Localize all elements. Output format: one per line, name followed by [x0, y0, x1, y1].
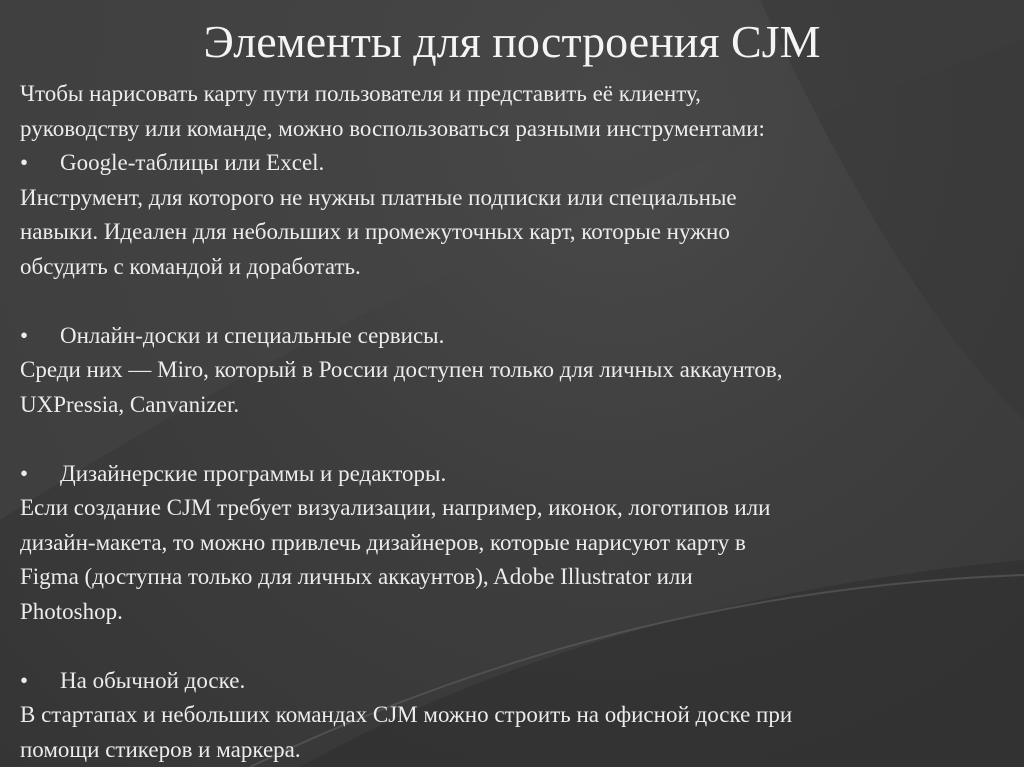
bullet-heading: Дизайнерские программы и редакторы. — [60, 460, 447, 486]
section-text-line: Photoshop. — [20, 598, 123, 624]
intro-line: руководству или команде, можно воспользоваться разными инструментами: — [20, 115, 765, 141]
paragraph-spacer — [20, 422, 1010, 457]
section-text-line: дизайн-макета, то можно привлечь дизайнеров, которые нарисуют карту в — [20, 529, 746, 555]
bullet-heading: На обычной доске. — [60, 667, 246, 693]
slide-body — [20, 77, 1010, 767]
bullet-icon: • — [20, 667, 29, 693]
section-text-line: Среди них — Miro, который в России доступен только для личных аккаунтов, — [20, 357, 783, 382]
bullet-heading: Онлайн-доски и специальные сервисы. — [60, 322, 445, 348]
section-text-line: Инструмент, для которого не нужны платные подписки или специальные — [20, 184, 737, 210]
section-text-line: обсудить с командой и доработать. — [20, 253, 361, 279]
slide-title: Элементы для построения CJM — [203, 16, 821, 67]
paragraph-spacer — [20, 629, 1010, 664]
bullet-icon: • — [20, 460, 29, 486]
section-text-line: Figma (доступна только для личных аккаунтов), Adobe Illustrator или — [20, 564, 693, 589]
paragraph-spacer — [20, 284, 1010, 319]
bullet-icon: • — [20, 150, 29, 175]
section-text-line: UXPressia, Canvanizer. — [20, 391, 240, 417]
intro-line: Чтобы нарисовать карту пути пользователя и представить её клиенту, — [20, 81, 701, 106]
bullet-item — [20, 146, 1010, 181]
bullet-item — [20, 664, 1010, 699]
bullet-icon: • — [20, 322, 29, 348]
bullet-heading: Google-таблицы или Excel. — [60, 150, 325, 175]
bullet-item — [20, 457, 1010, 492]
bullet-item — [20, 319, 1010, 354]
section-text-line: навыки. Идеален для небольших и промежуточных карт, которые нужно — [20, 219, 730, 244]
section-text-line: В стартапах и небольших командах CJM можно строить на офисной доске при — [20, 702, 793, 727]
section-text-line: Если создание CJM требует визуализации, например, иконок, логотипов или — [20, 495, 771, 520]
section-text-line: помощи стикеров и маркера. — [20, 736, 301, 762]
